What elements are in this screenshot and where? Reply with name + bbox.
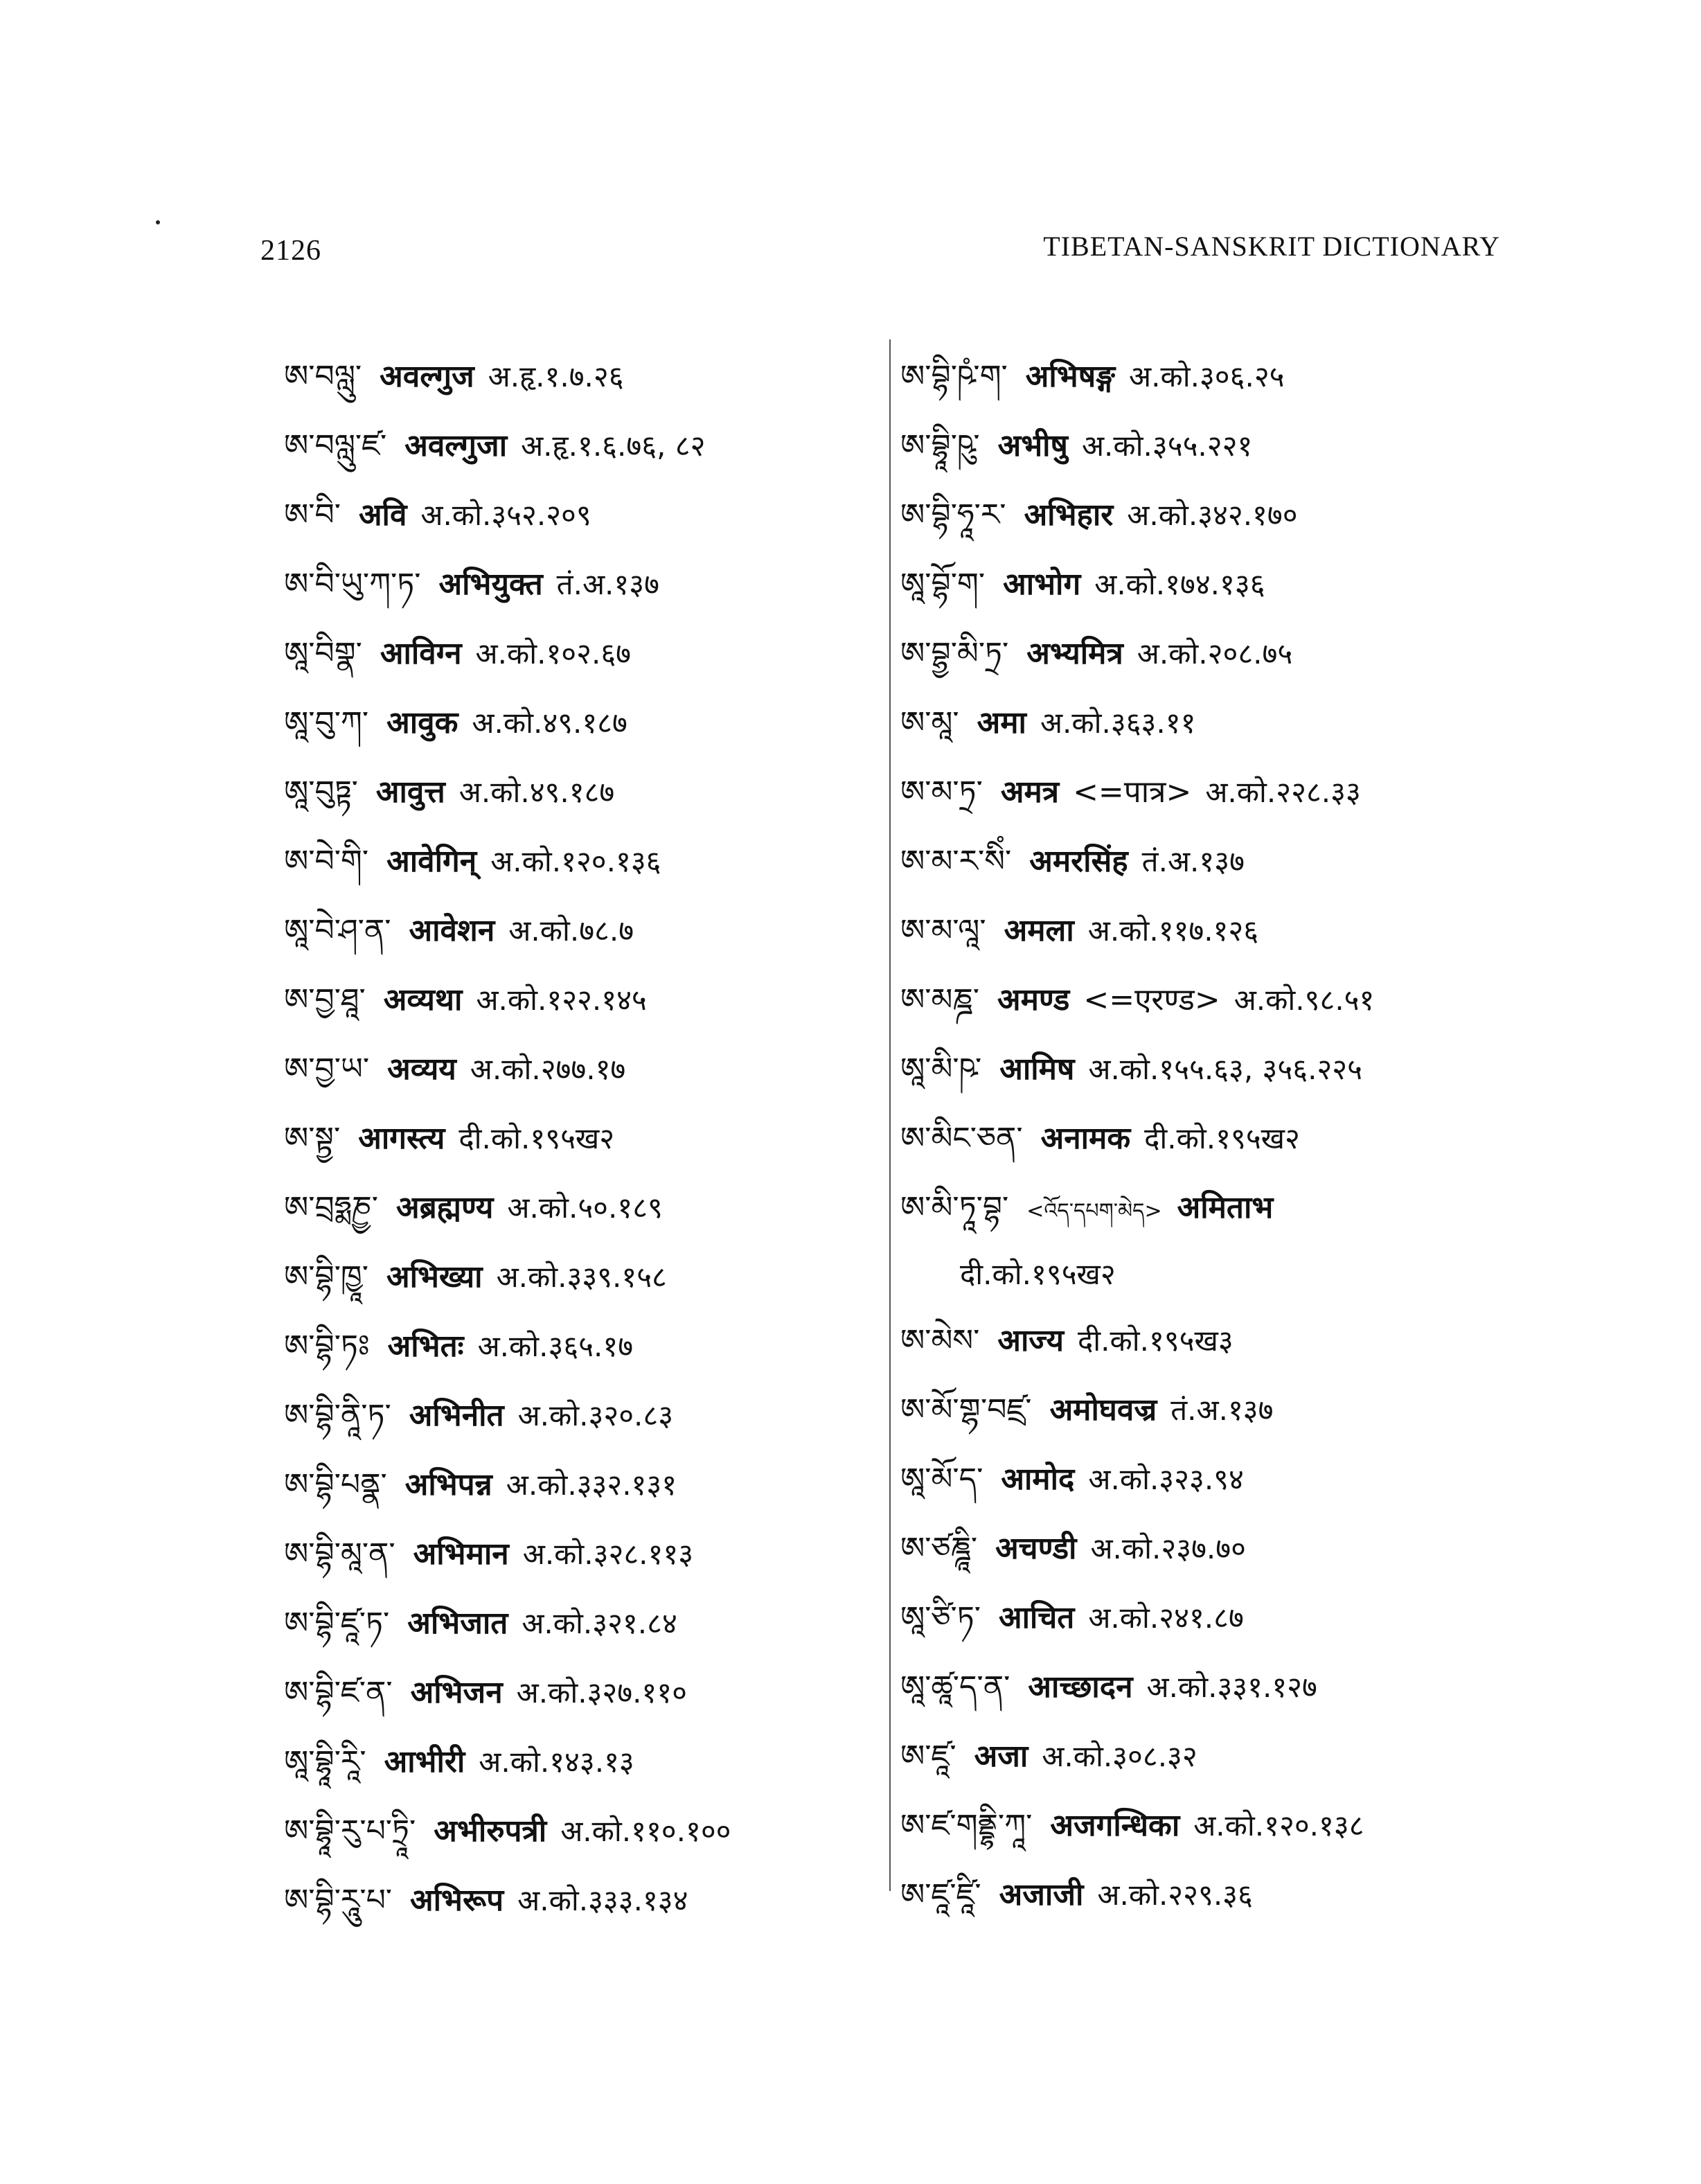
tibetan-headword: ཨ་བི་ — [284, 497, 341, 533]
tibetan-headword: ཨ་བྷི་ཧཱ་ར་ — [900, 497, 1006, 533]
sanskrit-equivalent: अभितः — [387, 1329, 464, 1364]
sanskrit-variant-note: <=एरण्ड> — [1083, 982, 1220, 1018]
tibetan-headword: ཨ་བྷྱ་མི་ཏྲ་ — [900, 636, 1009, 671]
sanskrit-equivalent: अजा — [974, 1739, 1028, 1774]
dictionary-entry — [900, 618, 1565, 687]
sanskrit-equivalent: अभिहार — [1024, 497, 1114, 533]
source-reference: अ.को.४९.१८७ — [458, 775, 615, 809]
sanskrit-equivalent: अभिषङ्ग — [1025, 359, 1116, 394]
sanskrit-equivalent: अभिरूप — [410, 1883, 504, 1918]
tibetan-headword: ཨ་བེ་གི་ — [284, 844, 369, 879]
dictionary-entry — [284, 1518, 880, 1588]
sanskrit-equivalent: अवि — [358, 497, 407, 533]
dictionary-entry — [284, 1726, 880, 1795]
left-column — [284, 341, 880, 1934]
sanskrit-equivalent: आभोग — [1003, 567, 1081, 602]
source-reference: अ.हृ.१.७.२६ — [488, 359, 624, 393]
tibetan-headword: ཨ་སྟྱ་ — [284, 1121, 341, 1156]
dictionary-entry — [900, 1374, 1565, 1444]
sanskrit-equivalent: अभिनीत — [409, 1398, 504, 1433]
source-reference: अ.को.३२०.८३ — [517, 1399, 674, 1432]
source-reference: अ.हृ.१.६.७६, ८२ — [521, 429, 706, 463]
sanskrit-equivalent: आवेशन — [409, 913, 495, 948]
sanskrit-equivalent: अमिताभ — [1177, 1190, 1274, 1225]
dictionary-entry — [900, 826, 1565, 895]
tibetan-headword: ཨཱ་མོ་ད་ — [900, 1462, 983, 1497]
sanskrit-equivalent: आचित — [998, 1600, 1075, 1635]
running-head-title: TIBETAN-SANSKRIT DICTIONARY — [1043, 231, 1500, 262]
sanskrit-equivalent: अभिमान — [413, 1536, 509, 1572]
tibetan-headword: ཨ་བི་ཡུ་ཀ་ཏ་ — [284, 567, 421, 602]
source-reference: दी.को.१९५ख२ — [1144, 1121, 1300, 1155]
right-column — [900, 341, 1565, 1928]
tibetan-headword: ཨ་བྷི་ཏཿ — [284, 1329, 370, 1364]
source-reference: अ.को.३३३.१३४ — [517, 1883, 688, 1917]
sanskrit-equivalent: आवुत्त — [375, 774, 445, 810]
tibetan-headword: ཨཱ་བེ་ཤ་ན་ — [284, 913, 391, 948]
sanskrit-equivalent: अमला — [1004, 913, 1074, 948]
dictionary-entry — [284, 1657, 880, 1726]
dictionary-entry — [284, 1588, 880, 1657]
sanskrit-equivalent: आगस्त्य — [358, 1121, 445, 1156]
source-reference: अ.को.११०.१०० — [560, 1814, 731, 1848]
source-reference: अ.को.३२३.९४ — [1088, 1462, 1244, 1496]
dictionary-entry — [900, 1241, 1565, 1305]
source-reference: अ.को.१५५.६३, ३५६.२२५ — [1088, 1052, 1362, 1086]
tibetan-headword: ཨ་བྷི་རཱུ་པ་ — [284, 1883, 393, 1918]
tibetan-headword: ཨ་མ་ཏྲ་ — [900, 774, 983, 810]
source-reference: तं.अ.१३७ — [1170, 1393, 1274, 1427]
sanskrit-equivalent: अभिजात — [407, 1606, 508, 1641]
tibetan-headword: ཨཱ་མི་ཥ་ — [900, 1051, 982, 1087]
tibetan-headword: ཨ་མ་ར་སིཾ་ — [900, 844, 1012, 879]
dictionary-entry — [900, 341, 1565, 410]
source-reference: अ.को.३६३.११ — [1040, 706, 1196, 740]
tibetan-headword: ཨཱ་ཙི་ཏ་ — [900, 1600, 981, 1635]
source-reference: अ.को.१२०.१३६ — [490, 844, 661, 878]
dictionary-entry — [284, 479, 880, 549]
dictionary-entry — [900, 1444, 1565, 1513]
tibetan-headword: ཨ་བྷི་ཥཾ་ག་ — [900, 359, 1008, 394]
sanskrit-equivalent: अवल्गुजा — [404, 428, 508, 463]
dictionary-entry — [900, 1582, 1565, 1651]
tibetan-headword: ཨ་བྷཱི་ཥུ་ — [900, 428, 980, 463]
dictionary-entry — [284, 1311, 880, 1380]
tibetan-gloss-note: <འོད་དཔག་མེད> — [1026, 1199, 1162, 1223]
source-reference: अ.को.५०.१८९ — [507, 1191, 663, 1225]
sanskrit-variant-note: <=पात्र> — [1073, 774, 1192, 810]
column-divider — [889, 339, 891, 1891]
dictionary-entry — [900, 687, 1565, 756]
dictionary-entry — [284, 1033, 880, 1103]
source-reference: अ.को.२२८.३३ — [1205, 775, 1361, 809]
source-reference: अ.को.७८.७ — [508, 914, 634, 948]
source-reference: दी.को.१९५ख२ — [960, 1257, 1116, 1291]
source-reference: दी.को.१९५ख२ — [458, 1121, 615, 1155]
source-reference: अ.को.२०८.७५ — [1137, 637, 1293, 671]
sanskrit-equivalent: अमोघवज्र — [1049, 1392, 1157, 1428]
tibetan-headword: ཨ་བྲཧྨཎྱ་ — [284, 1190, 379, 1225]
sanskrit-equivalent: अमा — [977, 705, 1026, 740]
dictionary-entry — [900, 1103, 1565, 1172]
dictionary-entry — [900, 1651, 1565, 1721]
source-reference: अ.को.३३९.१५८ — [496, 1260, 667, 1294]
tibetan-headword: ཨ་ཛཱ་ — [900, 1739, 956, 1774]
source-reference: अ.को.१०२.६७ — [475, 637, 632, 671]
dictionary-entry — [900, 1172, 1565, 1241]
tibetan-headword: ཨ་བྷི་ཛ་ན་ — [284, 1675, 393, 1710]
source-reference: अ.को.९८.५१ — [1234, 983, 1375, 1017]
sanskrit-equivalent: आवुक — [386, 705, 458, 740]
dictionary-entry — [284, 1795, 880, 1865]
source-reference: अ.को.३६५.१७ — [477, 1329, 634, 1363]
source-reference: अ.को.१४३.१३ — [479, 1745, 634, 1779]
sanskrit-equivalent: अजाजी — [999, 1877, 1084, 1912]
source-reference: अ.को.३५५.२२१ — [1081, 429, 1253, 463]
dictionary-entry — [900, 895, 1565, 964]
sanskrit-equivalent: अभिख्या — [386, 1259, 483, 1295]
dictionary-entry — [900, 964, 1565, 1033]
dictionary-entry — [284, 1172, 880, 1241]
source-reference: अ.को.२३७.७० — [1090, 1532, 1246, 1565]
tibetan-headword: ཨ་བལླུ་ — [284, 359, 362, 394]
dictionary-entry — [900, 1513, 1565, 1582]
source-reference: अ.को.२२९.३६ — [1097, 1878, 1253, 1912]
sanskrit-equivalent: आमोद — [1001, 1462, 1075, 1497]
tibetan-headword: ཨ་བྷི་ཛཱ་ཏ་ — [284, 1606, 390, 1641]
tibetan-headword: ཨཱ་བྷོ་ག་ — [900, 567, 986, 602]
tibetan-headword: ཨ་བྱ་ཐཱ་ — [284, 982, 366, 1018]
tibetan-headword: ཨ་བྷི་ཁྱཱ་ — [284, 1259, 368, 1295]
sanskrit-equivalent: अब्रह्मण्य — [396, 1190, 494, 1225]
tibetan-headword: ཨ་མཱ་ — [900, 705, 959, 740]
dictionary-entry — [284, 1380, 880, 1449]
dictionary-entry — [284, 756, 880, 826]
dictionary-entry — [900, 1859, 1565, 1928]
sanskrit-equivalent: अवल्गुज — [380, 359, 474, 394]
sanskrit-equivalent: अव्यय — [387, 1051, 456, 1087]
tibetan-headword: ཨ་བྱ་ཡ་ — [284, 1051, 370, 1087]
source-reference: तं.अ.१३७ — [556, 567, 659, 601]
tibetan-headword: ཨཱ་བྷཱི་རཱི་ — [284, 1744, 366, 1779]
sanskrit-equivalent: अभीषु — [997, 428, 1068, 463]
tibetan-headword: ཨ་ཙཎྜཱི་ — [900, 1531, 978, 1566]
page-number: 2126 — [260, 235, 321, 267]
tibetan-headword: ཨཱ་བུཏྟ་ — [284, 774, 358, 810]
tibetan-headword: ཨ་བལླུ་ཛ་ — [284, 428, 387, 463]
source-reference: अ.को.३३२.१३१ — [506, 1468, 677, 1502]
dictionary-entry — [284, 895, 880, 964]
sanskrit-equivalent: आच्छादन — [1028, 1669, 1133, 1705]
sanskrit-equivalent: अमण्ड — [997, 982, 1070, 1018]
sanskrit-equivalent: आज्य — [997, 1323, 1064, 1358]
source-reference: अ.को.३२१.८४ — [522, 1606, 677, 1640]
dictionary-entry — [284, 341, 880, 410]
sanskrit-equivalent: अभियुक्त — [438, 567, 543, 602]
sanskrit-equivalent: अभिपन्न — [404, 1467, 492, 1502]
source-reference: अ.को.२४१.८७ — [1088, 1601, 1244, 1635]
tibetan-headword: ཨ་མིང་ཅན་ — [900, 1121, 1023, 1156]
page-speck — [156, 220, 160, 224]
sanskrit-equivalent: अमरसिंह — [1029, 844, 1128, 879]
tibetan-headword: ཨ་ཛ་གནྡྷི་ཀཱ་ — [900, 1808, 1033, 1843]
sanskrit-equivalent: अव्यथा — [383, 982, 463, 1018]
source-reference: दी.को.१९५ख३ — [1077, 1324, 1234, 1358]
tibetan-headword: ཨཱ་བིགྣ་ — [284, 636, 362, 671]
sanskrit-equivalent: अभिजन — [410, 1675, 503, 1710]
source-reference: अ.को.३०८.३२ — [1042, 1739, 1197, 1773]
dictionary-entry — [284, 687, 880, 756]
tibetan-headword: ཨ་ཛཱ་ཛཱི་ — [900, 1877, 981, 1912]
sanskrit-equivalent: आभीरी — [384, 1744, 465, 1779]
dictionary-entry — [900, 1305, 1565, 1374]
dictionary-entry — [900, 410, 1565, 479]
sanskrit-equivalent: अचण्डी — [995, 1531, 1077, 1566]
source-reference: अ.को.१७४.१३६ — [1094, 567, 1265, 601]
tibetan-headword: ཨ་མཎྜ་ — [900, 982, 979, 1018]
sanskrit-equivalent: अमत्र — [1000, 774, 1060, 810]
tibetan-headword: ཨ་མ་ལཱ་ — [900, 913, 986, 948]
dictionary-entry — [284, 1241, 880, 1311]
tibetan-headword: ཨ་བྷཱི་རུ་པ་ཏྲཱི་ — [284, 1813, 416, 1849]
source-reference: अ.को.३४२.१७० — [1127, 498, 1298, 532]
sanskrit-equivalent: अजगन्धिका — [1050, 1808, 1180, 1843]
dictionary-entry — [284, 618, 880, 687]
sanskrit-equivalent: अभीरुपत्री — [434, 1813, 547, 1849]
source-reference: अ.को.४९.१८७ — [472, 706, 627, 740]
sanskrit-equivalent: आवेगिन् — [386, 844, 477, 879]
source-reference: अ.को.११७.१२६ — [1087, 914, 1259, 948]
source-reference: अ.को.३२८.११३ — [522, 1537, 694, 1571]
dictionary-entry — [284, 1865, 880, 1934]
source-reference: अ.को.३५२.२०९ — [420, 498, 591, 532]
sanskrit-equivalent: आविग्न — [380, 636, 462, 671]
dictionary-entry — [900, 756, 1565, 826]
sanskrit-equivalent: आमिष — [999, 1051, 1075, 1087]
dictionary-entry — [900, 1721, 1565, 1790]
tibetan-headword: ཨ་བྷི་པནྣ་ — [284, 1467, 387, 1502]
tibetan-headword: ཨ་མེས་ — [900, 1323, 980, 1358]
tibetan-headword: ཨ་མི་ཏཱ་བྷ་ — [900, 1190, 1009, 1225]
dictionary-entry — [284, 964, 880, 1033]
source-reference: अ.को.२७७.१७ — [470, 1052, 626, 1086]
dictionary-entry — [900, 479, 1565, 549]
source-reference: अ.को.३३१.१२७ — [1146, 1670, 1317, 1704]
tibetan-headword: ཨ་མོ་གྷ་བཛྲ་ — [900, 1392, 1032, 1428]
source-reference: अ.को.१२०.१३८ — [1193, 1809, 1364, 1843]
source-reference: तं.अ.१३७ — [1141, 844, 1245, 878]
sanskrit-equivalent: अनामक — [1040, 1121, 1131, 1156]
source-reference: अ.को.३०६.२५ — [1129, 359, 1285, 393]
dictionary-entry — [284, 410, 880, 479]
tibetan-headword: ཨཱ་བུ་ཀ་ — [284, 705, 369, 740]
source-reference: अ.को.१२२.१४५ — [476, 983, 647, 1017]
tibetan-headword: ཨཱ་ཚཱ་ད་ན་ — [900, 1669, 1010, 1705]
dictionary-entry — [284, 549, 880, 618]
dictionary-entry — [284, 826, 880, 895]
dictionary-entry — [900, 549, 1565, 618]
dictionary-entry — [900, 1790, 1565, 1859]
dictionary-entry — [900, 1033, 1565, 1103]
tibetan-headword: ཨ་བྷི་ནཱི་ཏ་ — [284, 1398, 391, 1433]
source-reference: अ.को.३२७.११० — [516, 1676, 687, 1710]
sanskrit-equivalent: अभ्यमित्र — [1026, 636, 1123, 671]
dictionary-entry — [284, 1103, 880, 1172]
tibetan-headword: ཨ་བྷི་མཱ་ན་ — [284, 1536, 395, 1572]
dictionary-entry — [284, 1449, 880, 1518]
